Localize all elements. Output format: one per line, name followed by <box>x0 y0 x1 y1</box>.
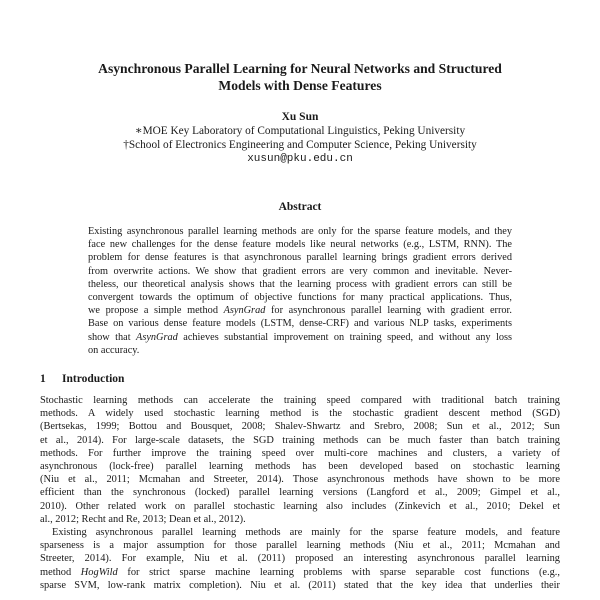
paper-title-line-1: Asynchronous Parallel Learning for Neural Networks and Structured <box>98 61 502 76</box>
abstract-line: problem for dense features is that asynchronous parallel learning brings gradient errors derived <box>88 252 512 264</box>
intro-line: asynchronous (lock-free) parallel learning methods has been developed based on stochastic learning <box>40 461 560 473</box>
section-number: 1 <box>40 373 46 385</box>
abstract-text: for asynchronous parallel learning with gradient error. <box>271 305 512 317</box>
intro-line: Streeter, 2014). For example, Niu et al. (2011) proposed an interesting asynchronous parallel learning <box>40 553 560 565</box>
author-email: xusun@pku.edu.cn <box>247 153 353 165</box>
method-name: AsynGrad <box>136 331 178 343</box>
intro-line: efficient than the synchronous (locked) parallel learning versions (Langford et al., 2009; Gimpel et al., <box>40 487 560 499</box>
affiliation-2: †School of Electronics Engineering and Computer Science, Peking University <box>123 139 477 151</box>
abstract-text: show that <box>88 331 131 343</box>
method-name: AsynGrad <box>223 305 266 317</box>
intro-line: sparse SVM, low-rank matrix completion). Niu et al. (2011) stated that the key idea that underlies their <box>40 579 560 591</box>
abstract-line: Existing asynchronous parallel learning methods are only for the sparse feature models, and they <box>88 226 512 237</box>
intro-line: sparseness is a major assumption for those parallel learning methods (Niu et al., 2011; Mcmahan and <box>40 540 560 552</box>
intro-line: 2010). Other related work on parallel stochastic learning also includes (Zinkevich et al., 2010; Dekel et <box>40 500 560 512</box>
section-heading <box>40 372 124 386</box>
paper-title-line-2: Models with Dense Features <box>218 78 382 93</box>
abstract-line: from overwrite actions. We show that gradient errors are very common and inevitable. Never- <box>88 265 512 277</box>
intro-line: (Niu et al., 2011; Mcmahan and Streeter, 2014). Those asynchronous methods have shown to be more <box>40 474 560 486</box>
abstract-line: Base on various dense feature models (LSTM, dense-CRF) and various NLP tasks, experiments <box>88 318 512 330</box>
section-title: Introduction <box>62 373 125 385</box>
author-name: Xu Sun <box>281 111 319 123</box>
intro-text: method <box>40 566 72 578</box>
affiliation-1: ∗MOE Key Laboratory of Computational Linguistics, Peking University <box>134 125 466 137</box>
intro-line: et al., 2014). For large-scale datasets, the SGD training methods can be much faster than batch training <box>40 434 560 446</box>
intro-text: for strict sparse machine learning problems with sparse separable cost functions (e.g., <box>127 566 560 578</box>
paper-title <box>40 60 560 94</box>
introduction-body <box>40 394 560 592</box>
intro-line: methods. A widely used stochastic learning method is the stochastic gradient descent method (SGD) <box>40 408 560 420</box>
abstract-text: we propose a simple method <box>88 305 218 317</box>
abstract-line: face new challenges for the dense feature models like neural networks (e.g., LSTM, RNN). The <box>88 239 512 251</box>
abstract-line <box>88 331 512 344</box>
abstract-line: on accuracy. <box>88 344 140 356</box>
intro-line <box>40 566 560 579</box>
intro-line: Existing asynchronous parallel learning methods are mainly for the sparse feature models, and feature <box>52 527 560 539</box>
abstract-line: theless, our theoretical analysis shows that the learning process with gradient errors can still be <box>88 278 512 290</box>
intro-line: methods. For further improve the training speed over multi-core machines and clusters, a variety of <box>40 447 560 459</box>
abstract-text: achieves substantial improvement on training speed, and without any loss <box>183 331 512 343</box>
abstract-line: convergent towards the optimum of objective functions for many practical applications. Thus, <box>88 292 512 304</box>
intro-line: (Bertsekas, 1999; Bottou and Bousquet, 2008; Shalev-Shwartz and Srebro, 2008; Sun et al., 2012; Sun <box>40 421 560 433</box>
abstract-body <box>88 225 512 357</box>
intro-line: al., 2012; Recht and Re, 2013; Dean et al., 2012). <box>40 513 246 525</box>
method-name: HogWild <box>80 566 118 578</box>
abstract-line <box>88 304 512 317</box>
abstract-heading: Abstract <box>278 201 322 213</box>
intro-line: Stochastic learning methods can accelerate the training speed compared with traditional batch training <box>40 395 560 406</box>
